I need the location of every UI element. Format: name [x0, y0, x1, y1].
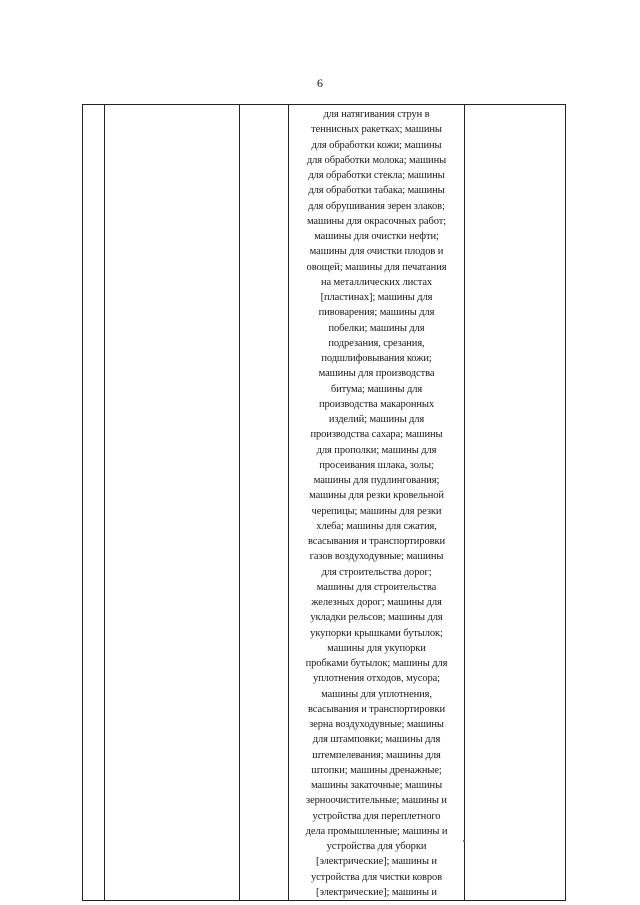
goods-text-line: битума; машины для — [330, 383, 423, 395]
goods-text-line: машины для окрасочных работ; — [306, 215, 447, 227]
goods-text-line: изделий; машины для — [328, 414, 425, 425]
goods-text-line: укладки рельсов; машины для — [310, 612, 443, 624]
table-cell-empty — [240, 105, 289, 901]
goods-text-line: железных дорог; машины для — [311, 597, 442, 608]
goods-text-line: пробками бутылок; машины для — [305, 658, 448, 669]
goods-text-line: зерна воздуходувные; машины — [309, 719, 444, 730]
goods-text-line: устройства для переплетного — [312, 810, 441, 822]
table-cell-empty — [105, 105, 240, 901]
goods-text-line: машины для пудлингования; — [313, 475, 440, 486]
goods-text-line: для обработки кожи; машины — [311, 139, 442, 151]
goods-table — [82, 104, 566, 901]
goods-text-line: уплотнения отходов, мусора; — [312, 673, 440, 685]
goods-text-line: машины для строительства — [316, 581, 437, 593]
goods-text-line: подшлифовывания кожи; — [321, 353, 432, 364]
page-number: 6 — [317, 76, 323, 90]
goods-text-line: теннисных ракетках; машины — [311, 124, 442, 136]
goods-text-line: всасывания и транспортировки — [308, 536, 445, 547]
goods-text-line: укупорки крышками бутылок; — [310, 627, 443, 639]
goods-text-line: газов воздуходувные; машины — [309, 551, 444, 563]
goods-text-line: для строительства дорог; — [321, 566, 432, 578]
goods-text-line: машины для резки кровельной — [309, 490, 444, 502]
goods-text-line: всасывания и транспортировки — [308, 703, 445, 715]
goods-text-line: для натягивания струн в — [323, 109, 430, 120]
goods-text-line: машины закаточные; машины — [310, 780, 443, 791]
goods-text-line: пивоварения; машины для — [318, 307, 435, 319]
goods-text-line: машины для уплотнения, — [321, 688, 432, 700]
goods-text-line: машины для производства — [318, 368, 435, 380]
goods-text-line: штемпелевания; машины для — [312, 749, 441, 761]
goods-text-line: [электрические]; машины и — [316, 886, 437, 898]
goods-text-line: побелки; машины для — [328, 322, 425, 334]
goods-text-line: устройства для уборки — [326, 841, 427, 852]
goods-text-line: [пластинах]; машины для — [320, 292, 433, 303]
table-cell-goods-list — [289, 105, 465, 901]
goods-text-line: для штамповки; машины для — [312, 734, 441, 746]
goods-text-line: дела промышленные; машины и — [305, 825, 448, 837]
goods-text-line: овощей; машины для печатания — [306, 261, 447, 273]
goods-text-line: штопки; машины дренажные; — [311, 764, 442, 776]
goods-text-line: подрезания, срезания, — [328, 337, 425, 349]
goods-text-line: зерноочистительные; машины и — [306, 795, 447, 807]
goods-text-line: производства сахара; машины — [310, 429, 443, 441]
goods-text-line: просеивания шлака, золы; — [319, 459, 434, 471]
table-cell-empty — [465, 105, 566, 901]
goods-text-line: устройства для чистки ковров — [310, 871, 443, 883]
goods-text-line: черепицы; машины для резки — [311, 505, 442, 517]
goods-text-line: на металлических листах — [320, 276, 433, 288]
goods-list-text — [289, 105, 464, 900]
goods-text-line: машины для очистки нефти; — [314, 231, 439, 242]
goods-text-line: производства макаронных — [319, 398, 434, 410]
goods-text-line: хлеба; машины для сжатия, — [316, 520, 437, 532]
goods-text-line: для обработки стекла; машины — [308, 170, 445, 181]
goods-text-line: для прополки; машины для — [316, 444, 437, 456]
goods-text-line: машины для укупорки — [327, 642, 426, 654]
goods-text-line: для обрушивания зерен злаков; — [308, 200, 445, 212]
goods-text-line: для обработки табака; машины — [308, 185, 445, 197]
goods-text-line: для обработки молока; машины — [306, 154, 447, 166]
goods-text-line: машины для очистки плодов и — [309, 246, 444, 258]
scan-speck — [463, 840, 465, 842]
table-cell-index — [83, 105, 105, 901]
goods-text-line: [электрические]; машины и — [316, 856, 437, 868]
table-row — [83, 105, 566, 901]
